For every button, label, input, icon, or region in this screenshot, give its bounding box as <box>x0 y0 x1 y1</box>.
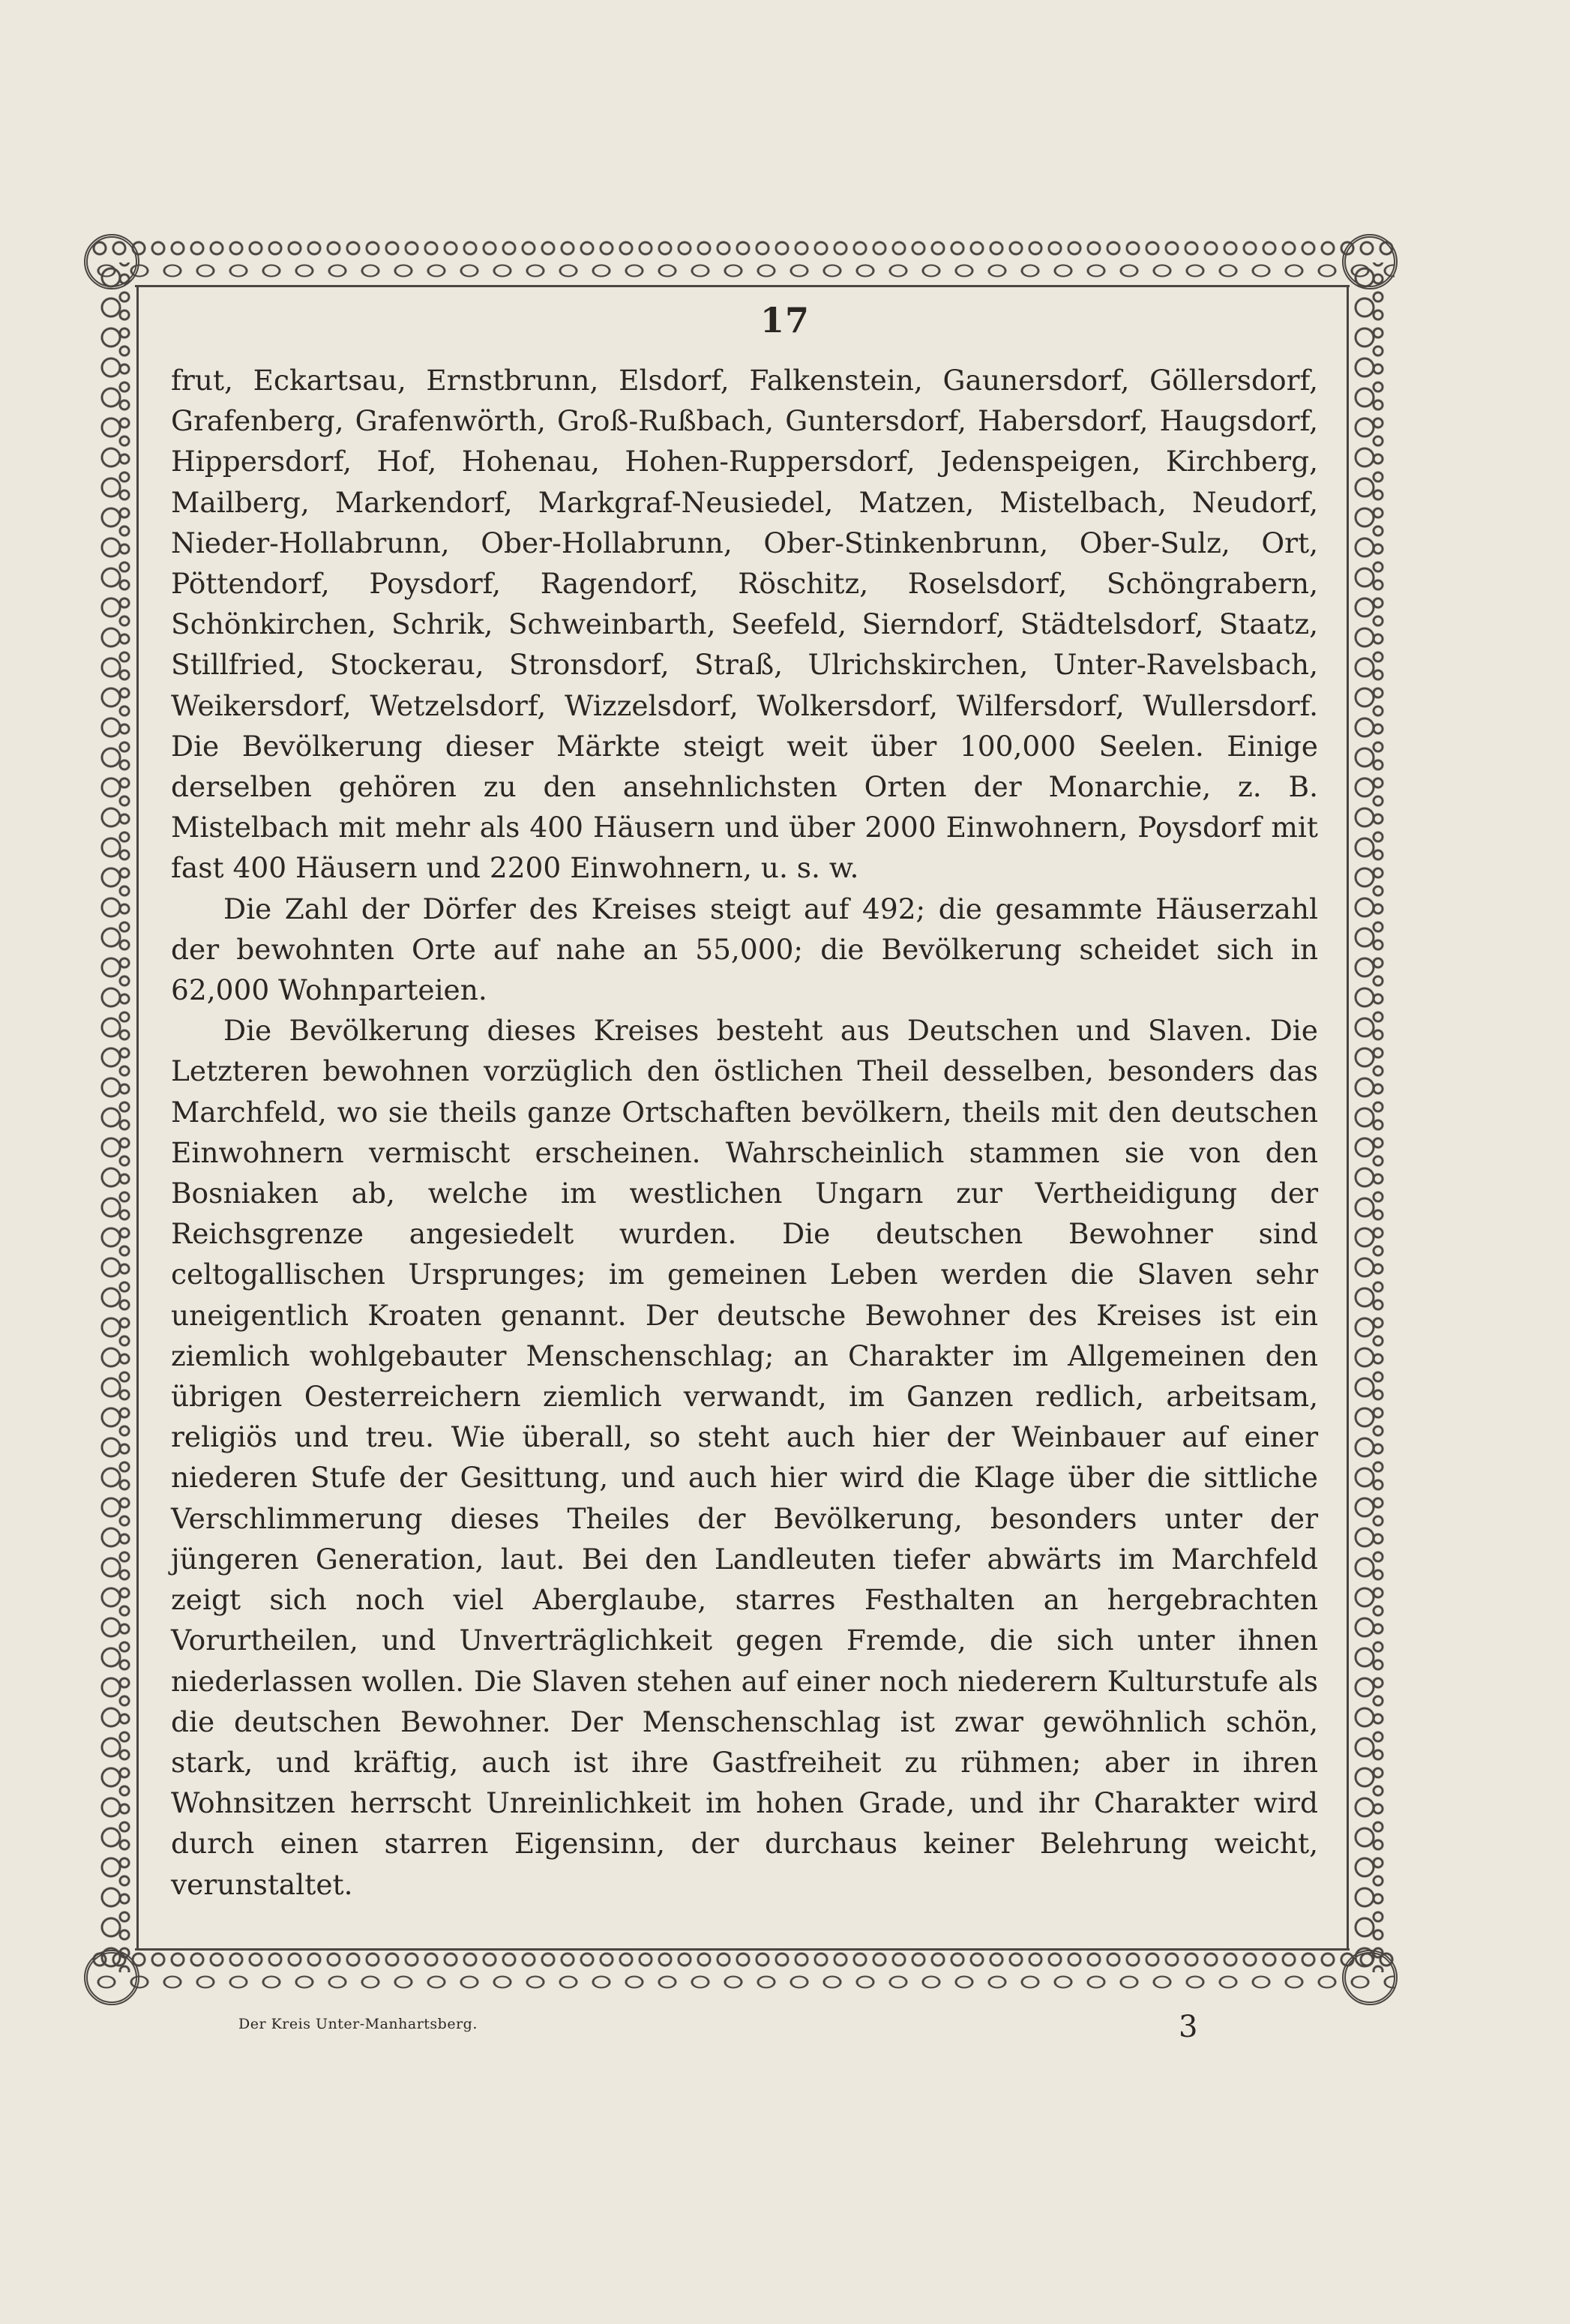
footer-caption: Der Kreis Unter-Manhartsberg. <box>238 2016 478 2032</box>
right-ornamental-border <box>1350 262 1389 1972</box>
left-ornamental-border <box>96 262 135 1972</box>
corner-ornament-top-right <box>1342 234 1398 289</box>
bottom-ornamental-border <box>90 1950 1395 2002</box>
paragraph-villages: Die Zahl der Dörfer des Kreises steigt auf 492; die gesammte Häuserzahl der bewohnten Orte auf nahe an 55,000; die Bevölkerung scheidet sich in 62,000 Wohnparteien. <box>171 892 1318 1007</box>
paragraph-population: Die Bevölkerung dieses Kreises besteht aus Deutschen und Slaven. Die Letzteren bewohnen vorzüglich den östlichen Theil desselben, besonders das Marchfeld, wo sie theils ganze Ortschaften bevölkern, theils mit den deutschen Einwohnern vermischt erscheinen. Wahrscheinlich stammen sie von den Bosniaken ab, welche im westlichen Ungarn zur Vertheidigung der Reichsgrenze angesiedelt wurden. Die deutschen Bewohner sind celtogallischen Ursprunges; im gemeinen Leben werden die Slaven sehr uneigentlich Kroaten genannt. Der deutsche Bewohner des Kreises ist ein ziemlich wohlgebauter Menschenschlag; an Charakter im Allgemeinen den übrigen Oesterreichern ziemlich verwandt, im Ganzen redlich, arbeitsam, religiös und treu. Wie überall, so steht auch hier der Weinbauer auf einer niederen Stufe der Gesittung, und auch hier wird die Klage über die sittliche Verschlimmerung dieses Theiles der Bevölkerung, besonders unter der jüngeren Generation, laut. Bei den Landleuten tiefer abwärts im Marchfeld zeigt sich noch viel Aberglaube, starres Festhalten an hergebrachten Vorurtheilen, und Unverträglichkeit gegen Fremde, die sich unter ihnen niederlassen wollen. Die Slaven stehen auf einer noch niederern Kulturstufe als die deutschen Bewohner. Der Menschenschlag ist zwar gewöhnlich schön, stark, und kräftig, auch ist ihre Gastfreiheit zu rühmen; aber in ihren Wohnsitzen herrscht Unreinlichkeit im hohen Grade, und ihr Charakter wird durch einen starren Eigensinn, der durchaus keiner Belehrung weicht, verunstaltet. <box>171 1014 1318 1901</box>
inner-frame-line-right <box>1347 285 1349 1950</box>
top-ornamental-border <box>90 238 1395 283</box>
paragraph-market-towns: frut, Eckartsau, Ernstbrunn, Elsdorf, Falkenstein, Gaunersdorf, Göllersdorf, Grafenberg, Grafenwörth, Groß-Rußbach, Guntersdorf, Habersdorf, Haugsdorf, Hippersdorf, Hof, Hohenau, Hohen-Ruppersdorf, Jedenspeigen, Kirchberg, Mailberg, Markendorf, Markgraf-Neusiedel, Matzen, Mistelbach, Neudorf, Nieder-Hollabrunn, Ober-Hollabrunn, Ober-Stinkenbrunn, Ober-Sulz, Ort, Pöttendorf, Poysdorf, Ragendorf, Röschitz, Roselsdorf, Schöngrabern, Schönkirchen, Schrik, Schweinbarth, Seefeld, Sierndorf, Städtelsdorf, Staatz, Stillfried, Stockerau, Stronsdorf, Straß, Ulrichskirchen, Unter-Ravelsbach, Weikersdorf, Wetzelsdorf, Wizzelsdorf, Wolkersdorf, Wilfersdorf, Wullersdorf. Die Bevölkerung dieser Märkte steigt weit über 100,000 Seelen. Einige derselben gehören zu den ansehnlichsten Orten der Monarchie, z. B. Mistelbach mit mehr als 400 Häusern und über 2000 Einwohnern, Poysdorf mit fast 400 Häusern und 2200 Einwohnern, u. s. w. <box>171 364 1318 885</box>
body-text <box>171 360 1318 1905</box>
corner-ornament-bottom-right <box>1342 1950 1398 2005</box>
corner-ornament-top-left <box>84 234 139 289</box>
inner-frame-line-bottom <box>135 1948 1350 1951</box>
signature-mark: 3 <box>1179 2010 1198 2044</box>
corner-ornament-bottom-left <box>84 1950 139 2005</box>
page-number: 17 <box>760 300 810 340</box>
inner-frame-line-left <box>136 285 139 1950</box>
inner-frame-line-top <box>135 285 1350 287</box>
